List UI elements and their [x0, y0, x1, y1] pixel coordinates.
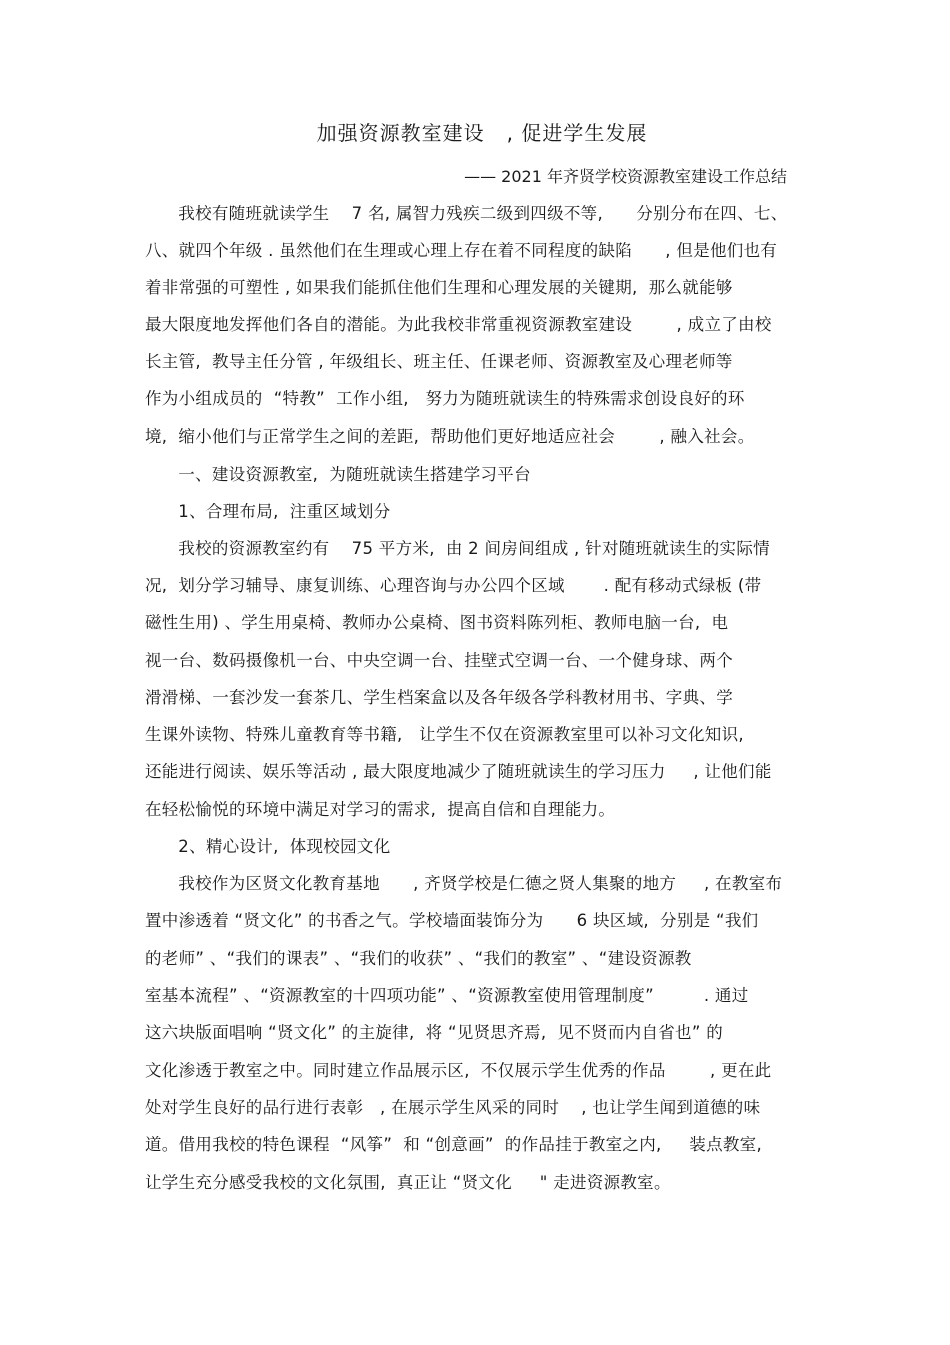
- text-line: 最大限度地发挥他们各自的潜能。为此我校非常重视资源教室建设 , 成立了由校: [145, 315, 772, 334]
- text-line: 我校作为区贤文化教育基地 , 齐贤学校是仁德之贤人集聚的地方 , 在教室布: [145, 874, 783, 893]
- text-line: 我校有随班就读学生 7 名, 属智力残疾二级到四级不等, 分别分布在四、七、: [145, 204, 788, 223]
- text-line: 作为小组成员的 “特教” 工作小组, 努力为随班就读生的特殊需求创设良好的环: [145, 389, 745, 408]
- text-line: 着非常强的可塑性 , 如果我们能抓住他们生理和心理发展的关键期, 那么就能够: [145, 278, 733, 297]
- text-line: 磁性生用) 、学生用桌椅、教师办公桌椅、图书资料陈列柜、教师电脑一台, 电: [145, 613, 729, 632]
- text-line: 境, 缩小他们与正常学生之间的差距, 帮助他们更好地适应社会 , 融入社会。: [145, 427, 755, 446]
- text-line: 长主管, 教导主任分管 , 年级组长、班主任、任课老师、资源教室及心理老师等: [145, 352, 733, 371]
- text-line: 滑滑梯、一套沙发一套茶几、学生档案盒以及各年级各学科教材用书、字典、学: [145, 688, 733, 707]
- section-heading: 一、建设资源教室, 为随班就读生搭建学习平台: [145, 465, 531, 484]
- text-line: 的老师” 、“我们的课表” 、“我们的收获” 、“我们的教室” 、“建设资源教: [145, 949, 692, 968]
- text-line: 视一台、数码摄像机一台、中央空调一台、挂壁式空调一台、一个健身球、两个: [145, 651, 733, 670]
- subsection-heading: 1、合理布局, 注重区域划分: [145, 502, 391, 521]
- text-line: 在轻松愉悦的环境中满足对学习的需求, 提高自信和自理能力。: [145, 800, 616, 819]
- document-subtitle: —— 2021 年齐贤学校资源教室建设工作总结: [464, 167, 787, 186]
- text-line: 处对学生良好的品行进行表彰 , 在展示学生风采的同时 , 也让学生闻到道德的味: [145, 1098, 761, 1117]
- text-line: 还能进行阅读、娱乐等活动 , 最大限度地减少了随班就读生的学习压力 , 让他们能: [145, 762, 772, 781]
- text-line: 八、就四个年级 . 虽然他们在生理或心理上存在着不同程度的缺陷 , 但是他们也有: [145, 241, 778, 260]
- subsection-heading: 2、精心设计, 体现校园文化: [145, 837, 391, 856]
- text-line: 生课外读物、特殊儿童教育等书籍, 让学生不仅在资源教室里可以补习文化知识,: [145, 725, 744, 744]
- text-line: 置中渗透着 “贤文化” 的书香之气。学校墙面装饰分为 6 块区域, 分别是 “我们: [145, 911, 759, 930]
- text-line: 室基本流程” 、“资源教室的十四项功能” 、“资源教室使用管理制度” . 通过: [145, 986, 749, 1005]
- text-line: 这六块版面唱响 “贤文化” 的主旋律, 将 “见贤思齐焉, 见不贤而内自省也” 的: [145, 1023, 724, 1042]
- text-line: 让学生充分感受我校的文化氛围, 真正让 “贤文化 " 走进资源教室。: [145, 1173, 671, 1192]
- text-line: 道。借用我校的特色课程 “风筝” 和 “创意画” 的作品挂于教室之内, 装点教室,: [145, 1135, 763, 1154]
- document-title: 加强资源教室建设 , 促进学生发展: [316, 121, 648, 145]
- text-line: 况, 划分学习辅导、康复训练、心理咨询与办公四个区域 . 配有移动式绿板 (带: [145, 576, 762, 595]
- text-line: 文化渗透于教室之中。同时建立作品展示区, 不仅展示学生优秀的作品 , 更在此: [145, 1061, 772, 1080]
- text-line: 我校的资源教室约有 75 平方米, 由 2 间房间组成 , 针对随班就读生的实际情: [145, 539, 770, 558]
